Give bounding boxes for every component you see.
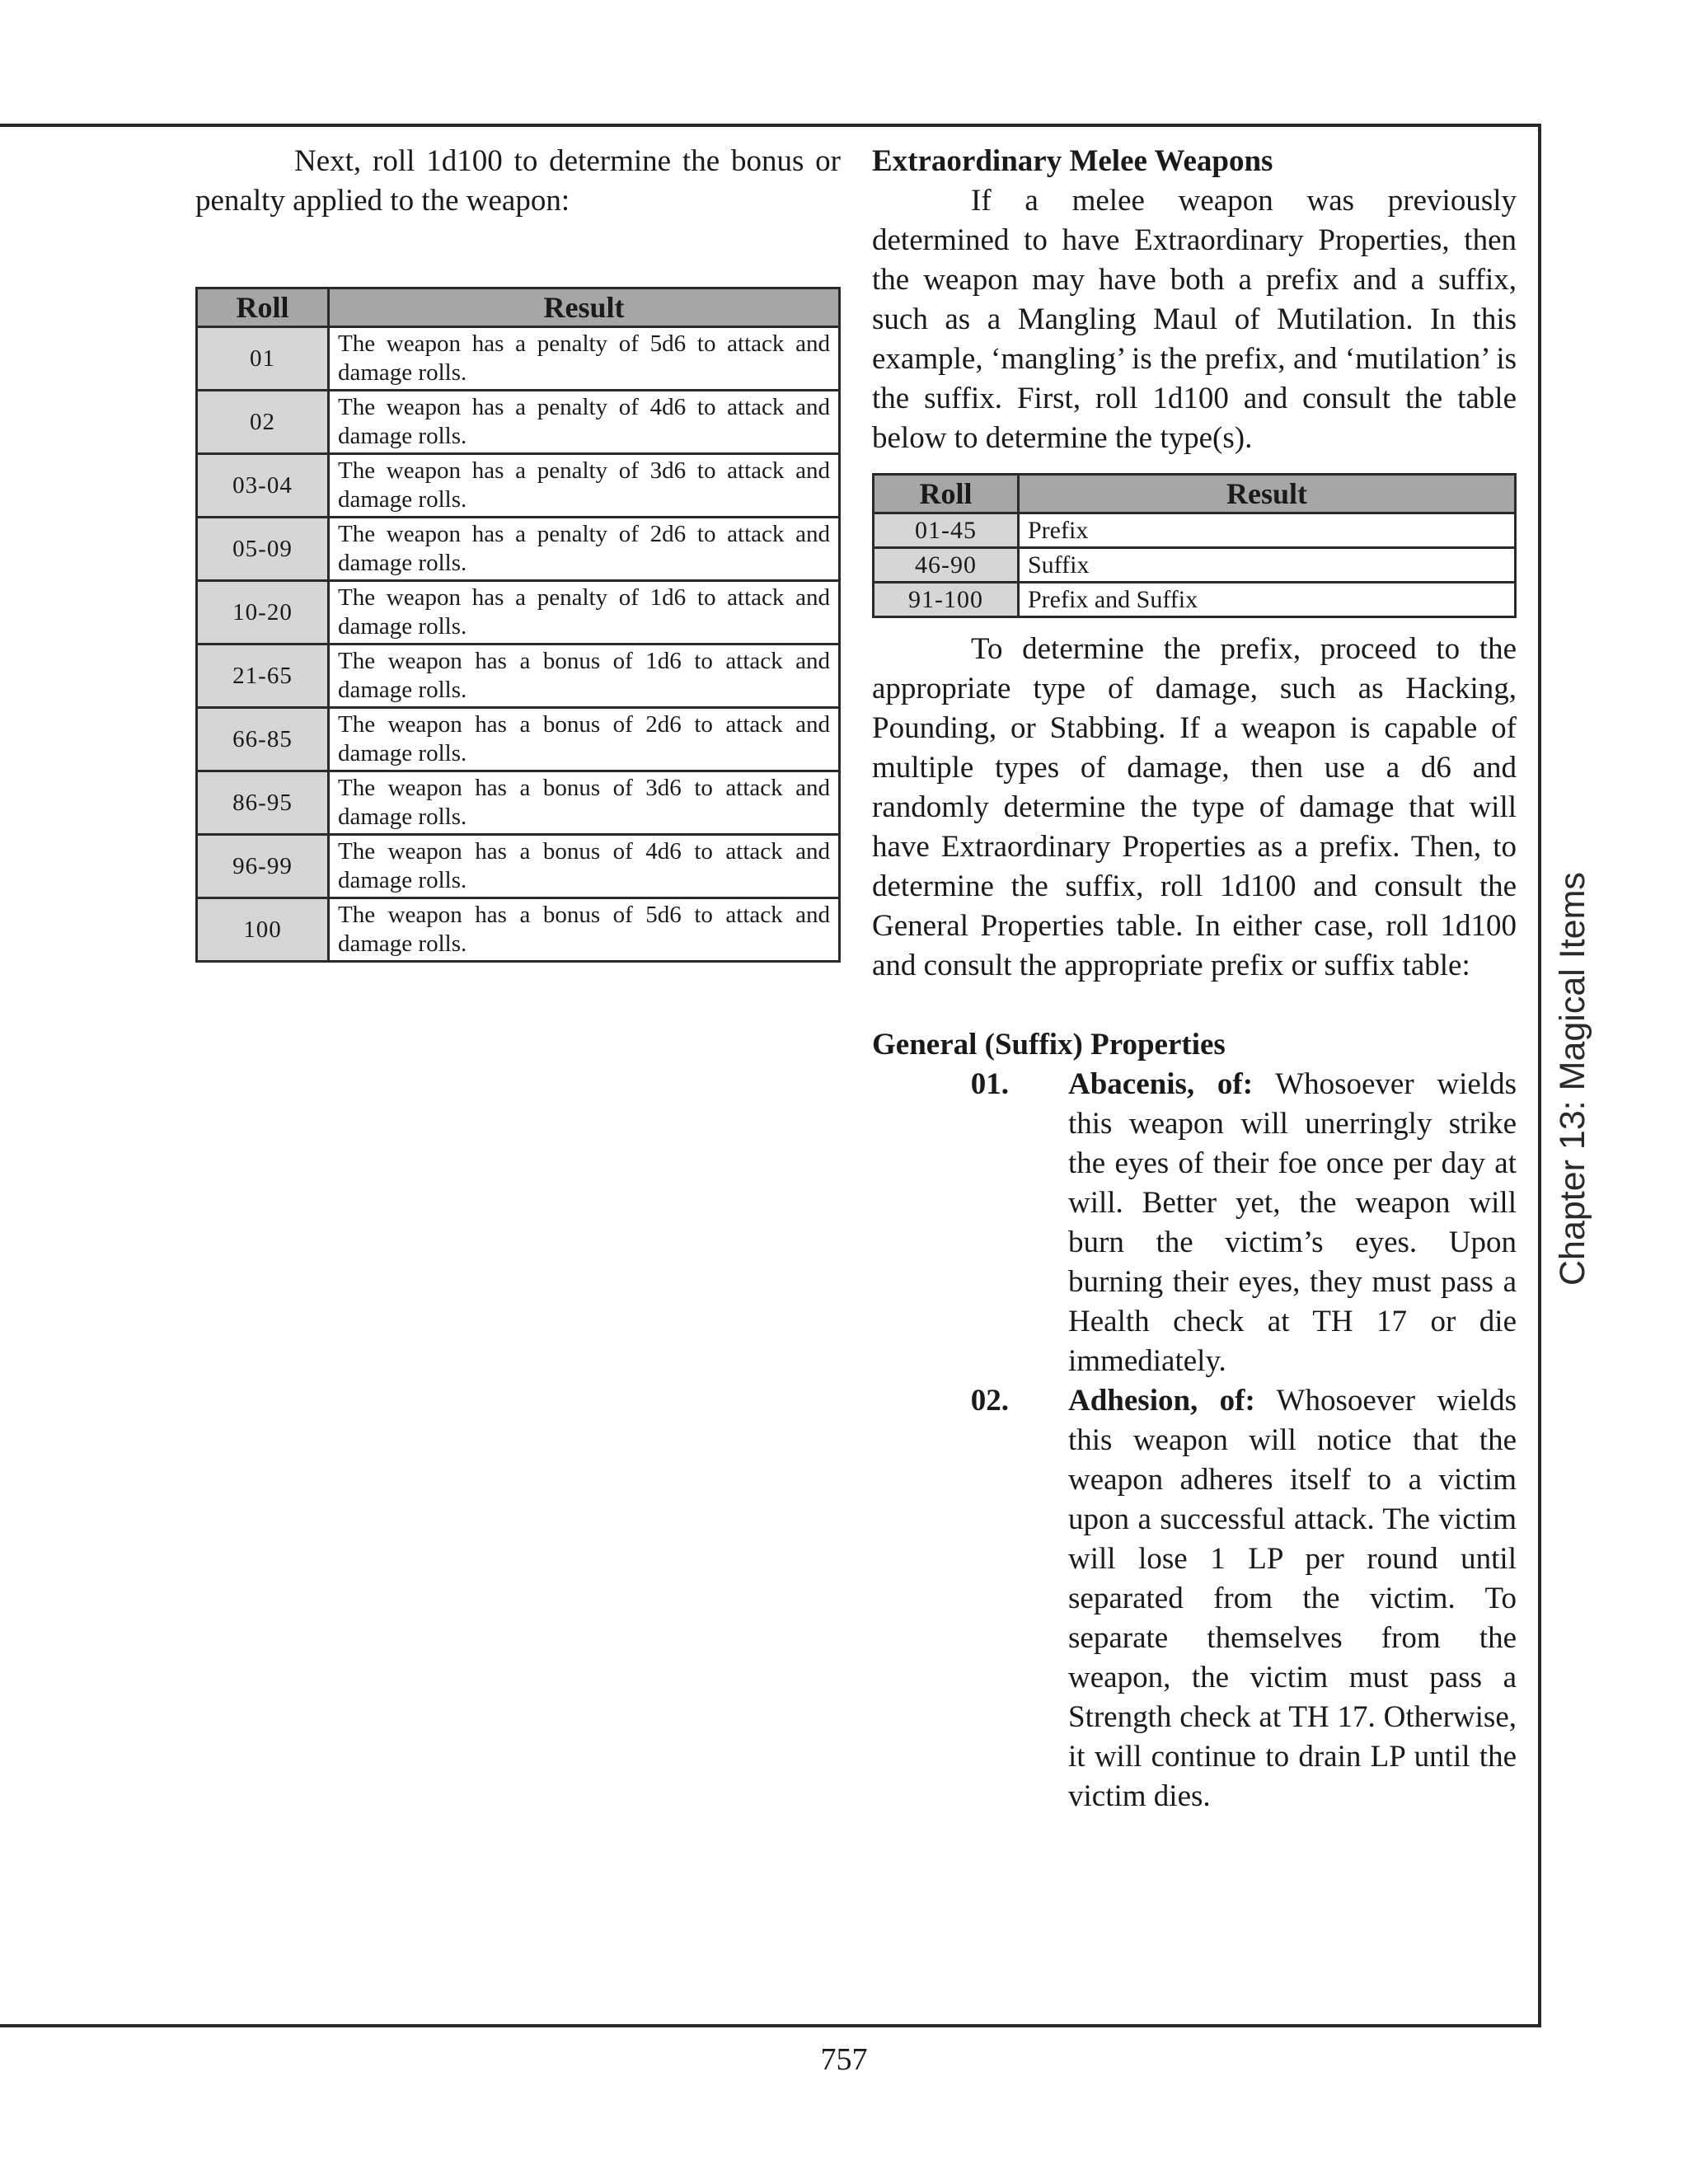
table-row — [197, 771, 840, 835]
roll-cell: 91-100 — [874, 583, 1019, 617]
intro-paragraph: Next, roll 1d100 to determine the bonus or penalty applied to the weapon: — [195, 144, 841, 218]
result-cell: The weapon has a bonus of 1d6 to attack and damage rolls. — [329, 644, 840, 708]
roll-cell: 46-90 — [874, 548, 1019, 583]
column-header-roll: Roll — [197, 288, 329, 327]
entry-description: Whosoever wields this weapon will unerringly strike the eyes of their foe once per day at will. Better yet, the weapon will burn the victim’s eyes. Upon burning their eyes, they must pass a Health check at TH 17 or die immediately. — [1068, 1067, 1517, 1378]
table-row — [197, 898, 840, 962]
extraordinary-paragraph: If a melee weapon was previously determined to have Extraordinary Properties, then the weapon may have both a prefix and a suffix, such as a Mangling Maul of Mutilation. In this example, ‘mangling’ is the prefix, and ‘mutilation’ is the suffix. First, roll 1d100 and consult the table below to determine the type(s). — [872, 184, 1517, 455]
entry-description: Whosoever wields this weapon will notice that the weapon adheres itself to a victim upon a successful attack. The victim will lose 1 LP per round until separated from the victim. To separate themselves from the weapon, the victim must pass a Strength check at TH 17. Otherwise, it will continue to drain LP until the victim dies. — [1068, 1384, 1517, 1813]
table-header-row — [197, 288, 840, 327]
table-header-row — [874, 475, 1516, 513]
entry-number: 01. — [970, 1067, 1009, 1101]
page-frame-right-rule — [1538, 124, 1541, 2027]
table-row — [874, 583, 1516, 617]
table-row — [197, 518, 840, 581]
entry-name: Abacenis, of: — [1068, 1067, 1254, 1101]
chapter-side-label: Chapter 13: Magical Items — [1553, 872, 1592, 1286]
roll-cell: 86-95 — [197, 771, 329, 835]
roll-cell: 02 — [197, 391, 329, 454]
table-row — [874, 513, 1516, 548]
table-row — [874, 548, 1516, 583]
bonus-penalty-table — [195, 287, 841, 963]
table-row — [197, 327, 840, 391]
roll-cell: 03-04 — [197, 454, 329, 518]
left-column — [195, 142, 841, 963]
result-cell: The weapon has a bonus of 4d6 to attack and damage rolls. — [329, 835, 840, 898]
result-cell: The weapon has a penalty of 4d6 to attack and damage rolls. — [329, 391, 840, 454]
column-header-result: Result — [1019, 475, 1516, 513]
page-frame-bottom-rule — [0, 2024, 1541, 2027]
result-cell: The weapon has a bonus of 3d6 to attack and damage rolls. — [329, 771, 840, 835]
entry-text — [1068, 1381, 1517, 1816]
column-header-roll: Roll — [874, 475, 1019, 513]
roll-cell: 10-20 — [197, 581, 329, 644]
roll-cell: 66-85 — [197, 708, 329, 771]
result-cell: Prefix and Suffix — [1019, 583, 1516, 617]
roll-cell: 01 — [197, 327, 329, 391]
table-row — [197, 708, 840, 771]
entry-name: Adhesion, of: — [1068, 1384, 1255, 1418]
column-header-result: Result — [329, 288, 840, 327]
section-heading: Extraordinary Melee Weapons — [872, 144, 1273, 178]
roll-cell: 01-45 — [874, 513, 1019, 548]
result-cell: Prefix — [1019, 513, 1516, 548]
page-frame-top-rule — [0, 124, 1541, 127]
roll-cell: 21-65 — [197, 644, 329, 708]
result-cell: Suffix — [1019, 548, 1516, 583]
roll-cell: 100 — [197, 898, 329, 962]
table-row — [197, 454, 840, 518]
result-cell: The weapon has a penalty of 3d6 to attack and damage rolls. — [329, 454, 840, 518]
list-item — [872, 1381, 1517, 1816]
result-cell: The weapon has a penalty of 2d6 to attack and damage rolls. — [329, 518, 840, 581]
type-table — [872, 473, 1517, 618]
roll-cell: 05-09 — [197, 518, 329, 581]
right-column — [872, 142, 1517, 1816]
table-row — [197, 644, 840, 708]
result-cell: The weapon has a penalty of 5d6 to attack and damage rolls. — [329, 327, 840, 391]
entry-number: 02. — [970, 1384, 1009, 1418]
roll-cell: 96-99 — [197, 835, 329, 898]
entry-text — [1068, 1065, 1517, 1381]
list-item — [872, 1065, 1517, 1381]
prefix-instructions-paragraph: To determine the prefix, proceed to the appropriate type of damage, such as Hacking, Pounding, or Stabbing. If a weapon is capable of multiple types of damage, then use a d6 and randomly determine the type of damage that will have Extraordinary Properties as a prefix. Then, to determine the suffix, roll 1d100 and consult the General Properties table. In either case, roll 1d100 and consult the appropriate prefix or suffix table: — [872, 632, 1517, 982]
subsection-heading: General (Suffix) Properties — [872, 1028, 1226, 1062]
result-cell: The weapon has a bonus of 5d6 to attack and damage rolls. — [329, 898, 840, 962]
result-cell: The weapon has a bonus of 2d6 to attack and damage rolls. — [329, 708, 840, 771]
table-row — [197, 581, 840, 644]
table-row — [197, 391, 840, 454]
table-row — [197, 835, 840, 898]
result-cell: The weapon has a penalty of 1d6 to attack and damage rolls. — [329, 581, 840, 644]
page-number: 757 — [820, 2042, 868, 2077]
